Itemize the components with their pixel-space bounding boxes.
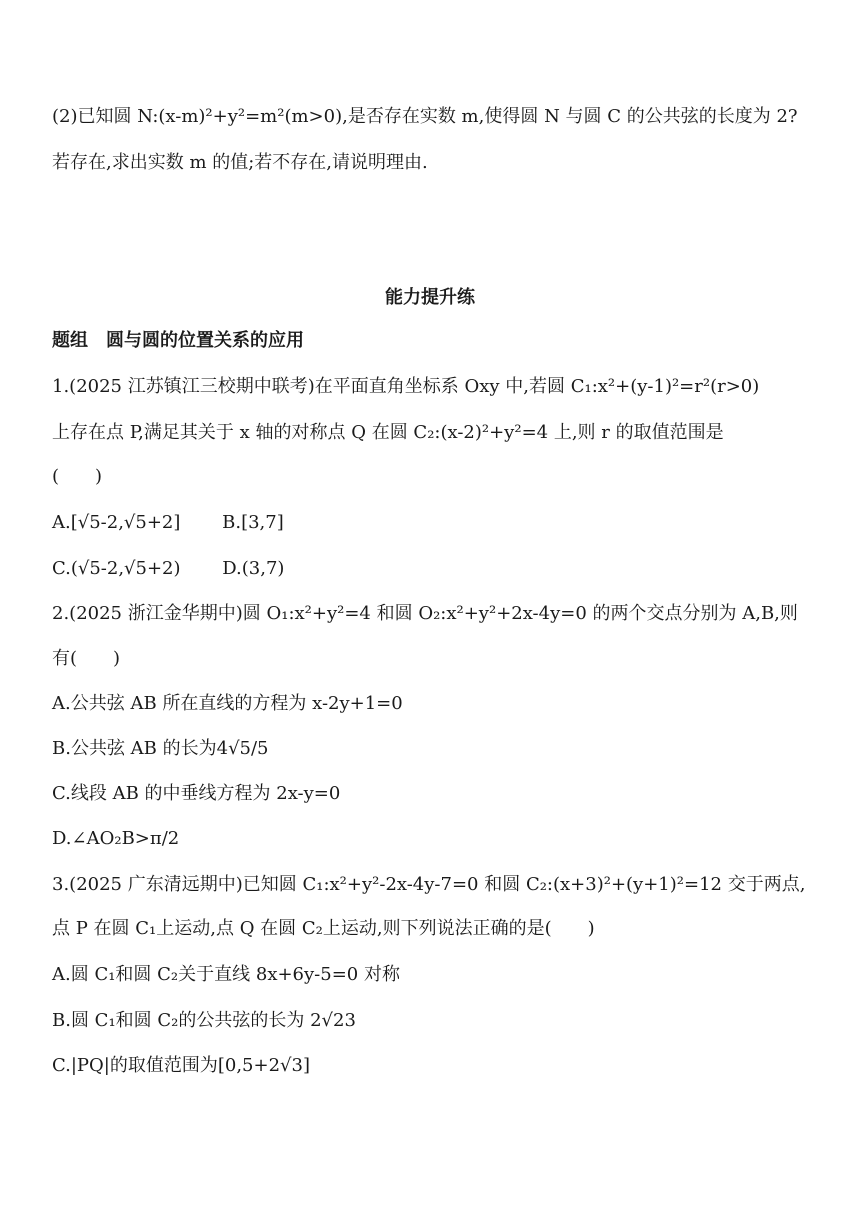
q2-option-a: A.公共弦 AB 所在直线的方程为 x-2y+1=0 [52,693,403,714]
q1-options-a-b: A.[√5-2,√5+2] B.[3,7] [52,512,284,533]
q3-option-a: A.圆 C₁和圆 C₂关于直线 8x+6y-5=0 对称 [52,964,400,985]
group-title: 题组 圆与圆的位置关系的应用 [52,330,304,351]
section-title: 能力提升练 [385,287,475,308]
q2-option-b: B.公共弦 AB 的长为4√5/5 [52,738,269,759]
q1-line-3: ( ) [52,466,103,487]
part2-question-line-1: (2)已知圆 N:(x-m)²+y²=m²(m>0),是否存在实数 m,使得圆 N 与圆 C 的公共弦的长度为 2? [52,106,798,127]
q1-line-1: 1.(2025 江苏镇江三校期中联考)在平面直角坐标系 Oxy 中,若圆 C₁:x²+(y-1)²=r²(r>0) [52,376,760,397]
q3-option-c: C.|PQ|的取值范围为[0,5+2√3] [52,1055,310,1076]
q3-line-1: 3.(2025 广东清远期中)已知圆 C₁:x²+y²-2x-4y-7=0 和圆 C₂:(x+3)²+(y+1)²=12 交于两点, [52,874,806,895]
q2-option-d: D.∠AO₂B>π/2 [52,828,180,849]
q3-line-2: 点 P 在圆 C₁上运动,点 Q 在圆 C₂上运动,则下列说法正确的是( ) [52,918,595,939]
q1-line-2: 上存在点 P,满足其关于 x 轴的对称点 Q 在圆 C₂:(x-2)²+y²=4 上,则 r 的取值范围是 [52,422,724,443]
part2-question-line-2: 若存在,求出实数 m 的值;若不存在,请说明理由. [52,152,428,173]
q2-option-c: C.线段 AB 的中垂线方程为 2x-y=0 [52,783,341,804]
q2-line-1: 2.(2025 浙江金华期中)圆 O₁:x²+y²=4 和圆 O₂:x²+y²+2x-4y=0 的两个交点分别为 A,B,则 [52,603,798,624]
q3-option-b: B.圆 C₁和圆 C₂的公共弦的长为 2√23 [52,1010,356,1031]
q2-line-2: 有( ) [52,648,121,669]
q1-options-c-d: C.(√5-2,√5+2) D.(3,7) [52,558,285,579]
